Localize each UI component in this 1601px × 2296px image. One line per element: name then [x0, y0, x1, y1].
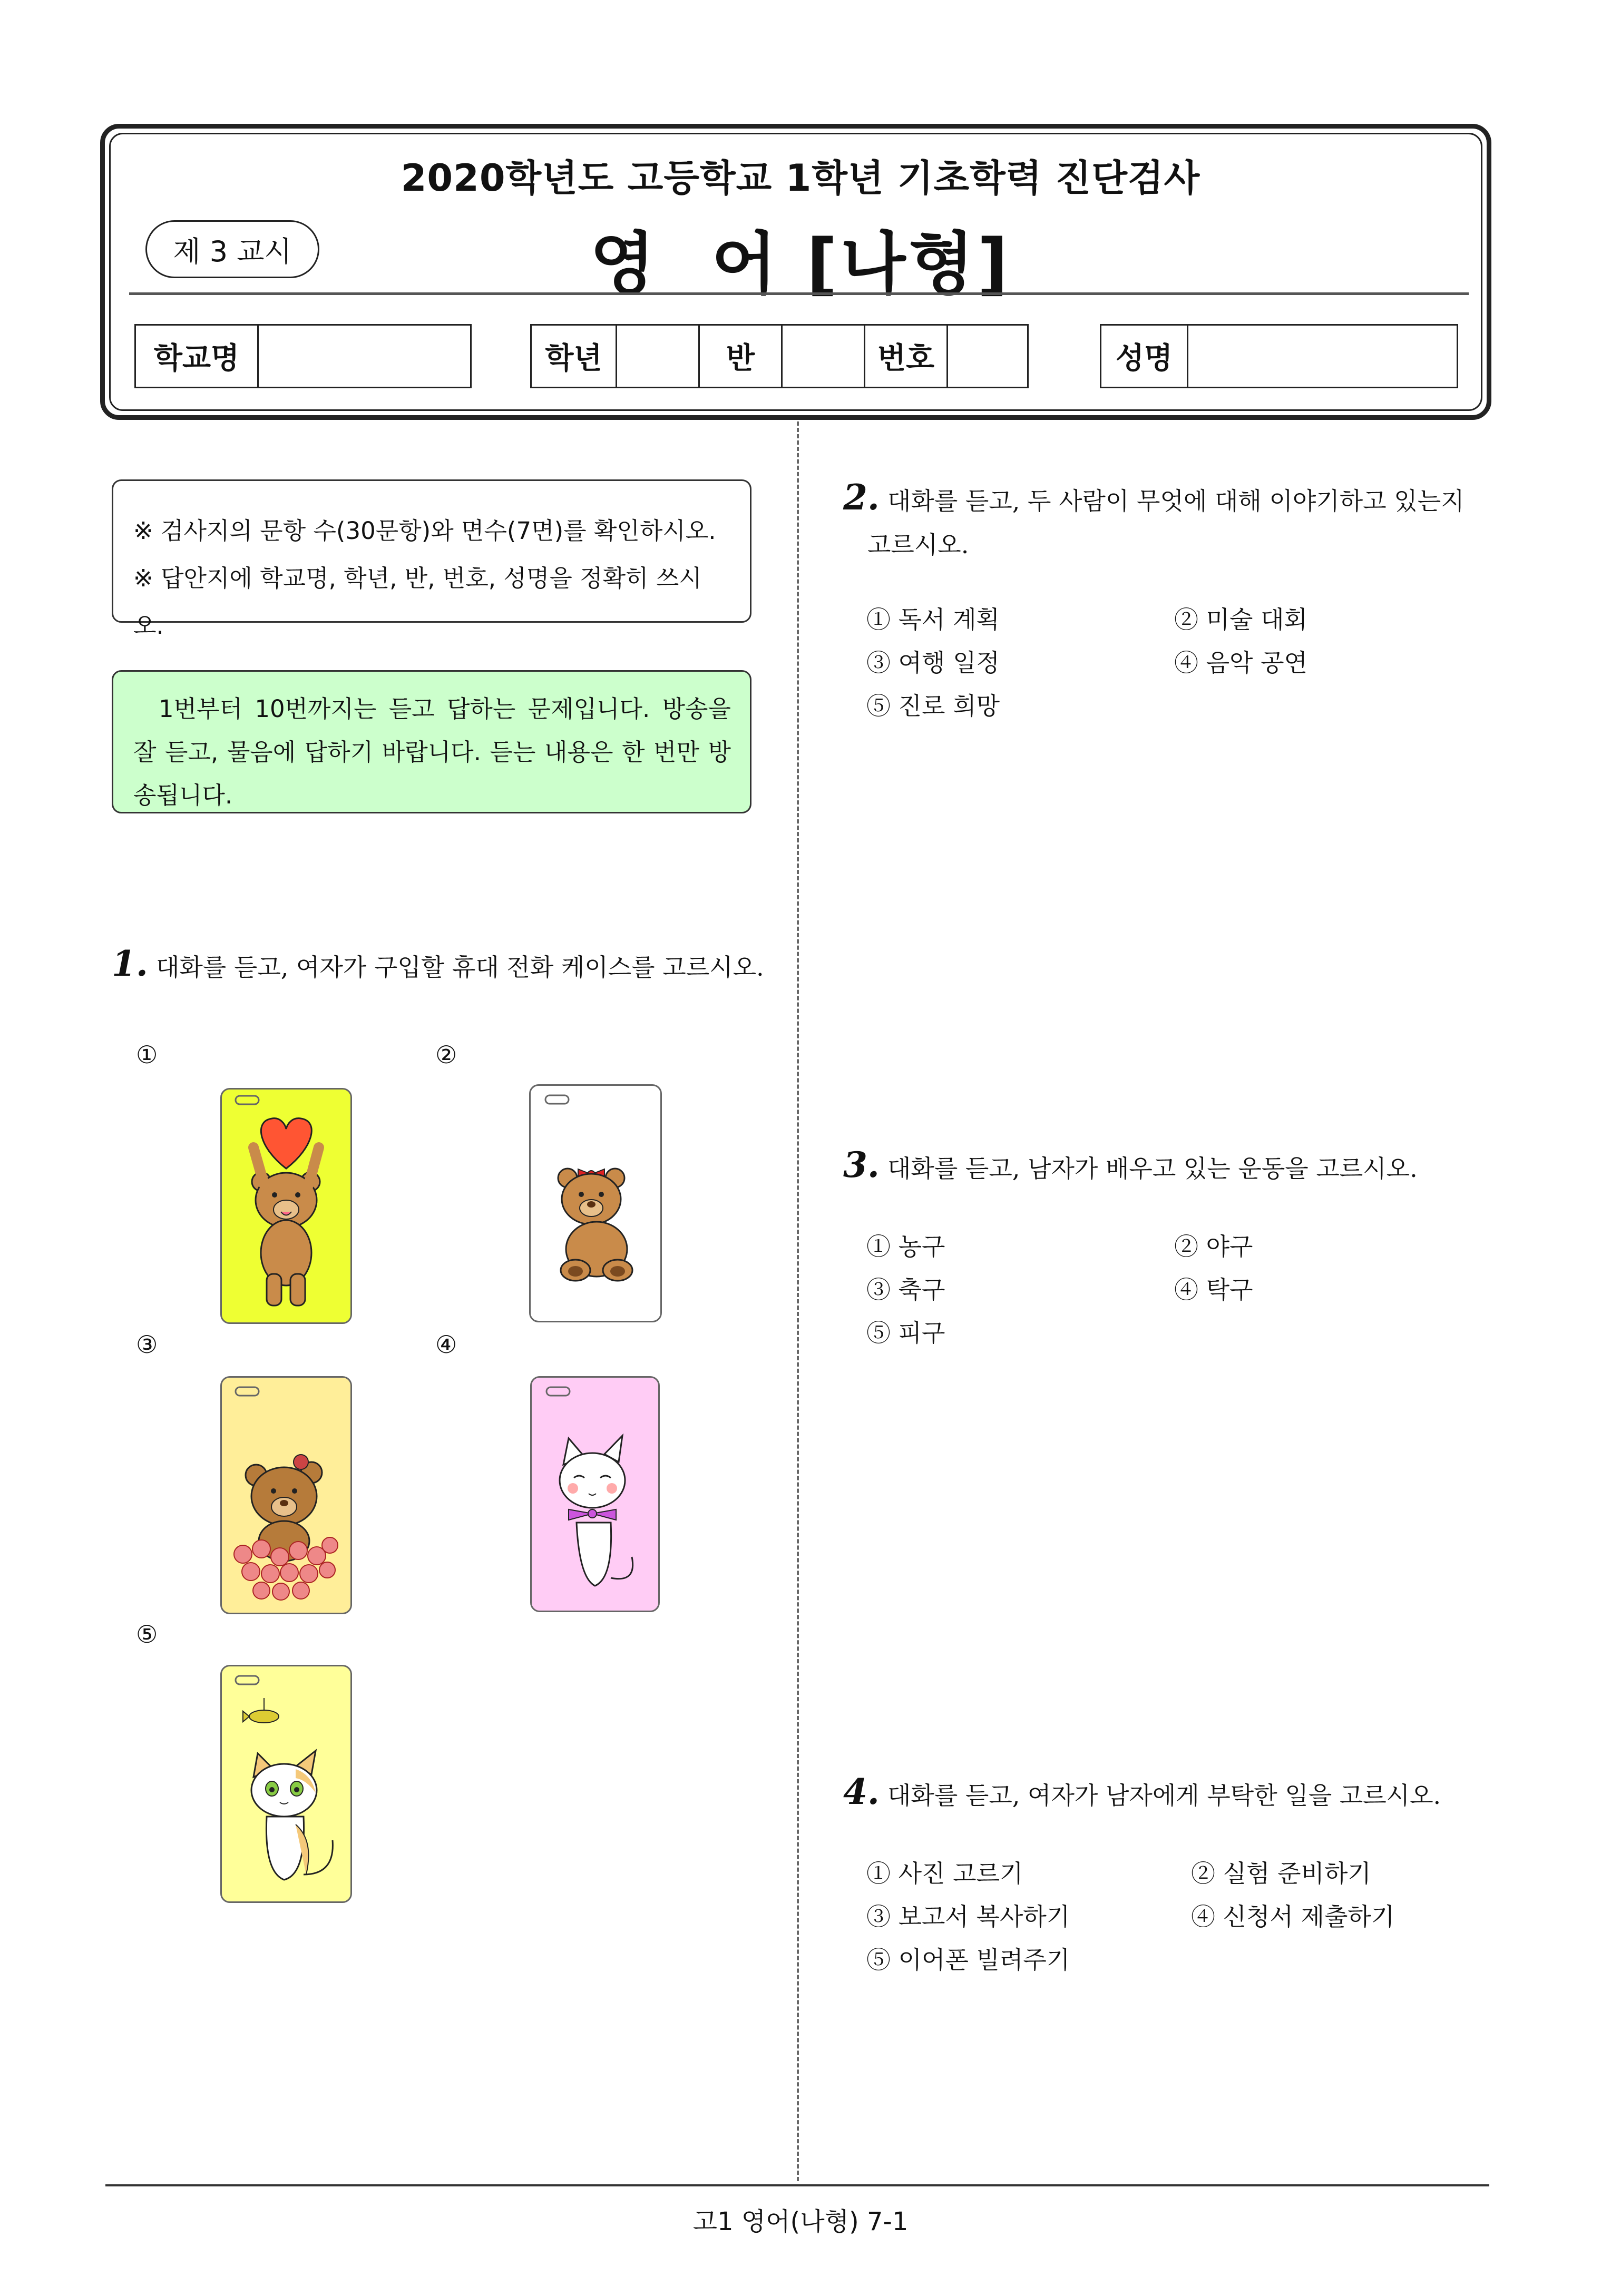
phone-case-4[interactable] — [530, 1376, 660, 1612]
question-1 — [112, 943, 764, 984]
case-5-label: ⑤ — [136, 1620, 158, 1649]
question-2-option-1[interactable]: ① 독서 계획 — [866, 605, 1000, 634]
grade-class-number-field — [530, 324, 1029, 388]
footer-divider — [105, 2184, 1489, 2186]
question-2-option-2[interactable]: ② 미술 대회 — [1174, 605, 1307, 634]
bear-heart-icon — [222, 1090, 350, 1322]
phone-case-1[interactable] — [220, 1088, 352, 1324]
question-3-option-4[interactable]: ④ 탁구 — [1174, 1275, 1253, 1304]
question-2-text-line-1: 대화를 듣고, 두 사람이 무엇에 대해 이야기하고 있는지 — [887, 487, 1465, 515]
cat-fish-icon — [222, 1666, 350, 1901]
question-2-option-4[interactable]: ④ 음악 공연 — [1174, 649, 1307, 677]
question-2-text-line-2: 고르시오. — [867, 531, 969, 559]
number-input[interactable] — [948, 326, 1027, 387]
case-1-label: ① — [136, 1041, 158, 1069]
grade-input[interactable] — [617, 326, 700, 387]
header-divider — [129, 292, 1469, 295]
question-3-option-3[interactable]: ③ 축구 — [866, 1275, 945, 1304]
question-2 — [843, 477, 1465, 518]
student-name-label: 성명 — [1101, 326, 1188, 387]
question-3-option-5[interactable]: ⑤ 피구 — [866, 1319, 945, 1347]
question-4-option-3[interactable]: ③ 보고서 복사하기 — [866, 1902, 1070, 1931]
period-label: 제 3 교시 — [173, 234, 292, 268]
cat-ribbon-icon — [532, 1378, 658, 1611]
phone-case-5[interactable] — [220, 1665, 352, 1903]
question-2-option-3[interactable]: ③ 여행 일정 — [866, 649, 1000, 677]
question-4-number: 4. — [843, 1771, 880, 1812]
question-3-number: 3. — [843, 1144, 880, 1185]
question-4-option-2[interactable]: ② 실험 준비하기 — [1191, 1859, 1371, 1888]
notice-line-1: ※ 검사지의 문항 수(30문항)와 면수(7면)를 확인하시오. — [133, 517, 716, 545]
number-label: 번호 — [865, 326, 948, 387]
grade-label: 학년 — [532, 326, 617, 387]
question-4 — [843, 1771, 1441, 1812]
listening-intro-text: 1번부터 10번까지는 듣고 답하는 문제입니다. 방송을 잘 듣고, 물음에 답하기 바랍니다. 듣는 내용은 한 번만 방송됩니다. — [133, 695, 731, 809]
school-name-input[interactable] — [259, 326, 470, 387]
student-name-input[interactable] — [1188, 326, 1457, 387]
question-4-option-1[interactable]: ① 사진 고르기 — [866, 1859, 1023, 1888]
subject-title: 영 어 [나형] — [590, 225, 1011, 303]
question-4-option-5[interactable]: ⑤ 이어폰 빌려주기 — [866, 1946, 1070, 1974]
class-input[interactable] — [783, 326, 865, 387]
bear-bow-icon — [531, 1086, 660, 1321]
page-footer: 고1 영어(나형) 7-1 — [692, 2207, 909, 2236]
question-4-text: 대화를 듣고, 여자가 남자에게 부탁한 일을 고르시오. — [887, 1781, 1441, 1810]
class-label: 반 — [700, 326, 783, 387]
notice-line-2: ※ 답안지에 학교명, 학년, 반, 번호, 성명을 정확히 쓰시오. — [133, 564, 702, 640]
question-2-number: 2. — [843, 477, 880, 518]
notice-box — [112, 479, 751, 640]
question-4-option-4[interactable]: ④ 신청서 제출하기 — [1191, 1902, 1395, 1931]
listening-intro-box — [112, 670, 751, 813]
question-3 — [843, 1144, 1418, 1185]
student-name-field — [1100, 324, 1458, 388]
bear-roses-icon — [222, 1378, 350, 1613]
school-name-field — [134, 324, 472, 388]
question-3-option-1[interactable]: ① 농구 — [866, 1232, 945, 1261]
case-4-label: ④ — [435, 1330, 457, 1359]
phone-case-3[interactable] — [220, 1376, 352, 1614]
question-2-option-5[interactable]: ⑤ 진로 희망 — [866, 692, 1000, 720]
school-name-label: 학교명 — [136, 326, 259, 387]
phone-case-2[interactable] — [529, 1084, 662, 1322]
exam-title: 2020학년도 고등학교 1학년 기초학력 진단검사 — [401, 156, 1200, 200]
case-3-label: ③ — [136, 1330, 158, 1359]
case-2-label: ② — [435, 1041, 457, 1069]
question-1-text: 대화를 듣고, 여자가 구입할 휴대 전화 케이스를 고르시오. — [156, 953, 764, 982]
question-1-number: 1. — [112, 943, 148, 984]
column-divider — [797, 421, 799, 2181]
question-3-option-2[interactable]: ② 야구 — [1174, 1232, 1253, 1261]
question-3-text: 대화를 듣고, 남자가 배우고 있는 운동을 고르시오. — [887, 1154, 1418, 1183]
